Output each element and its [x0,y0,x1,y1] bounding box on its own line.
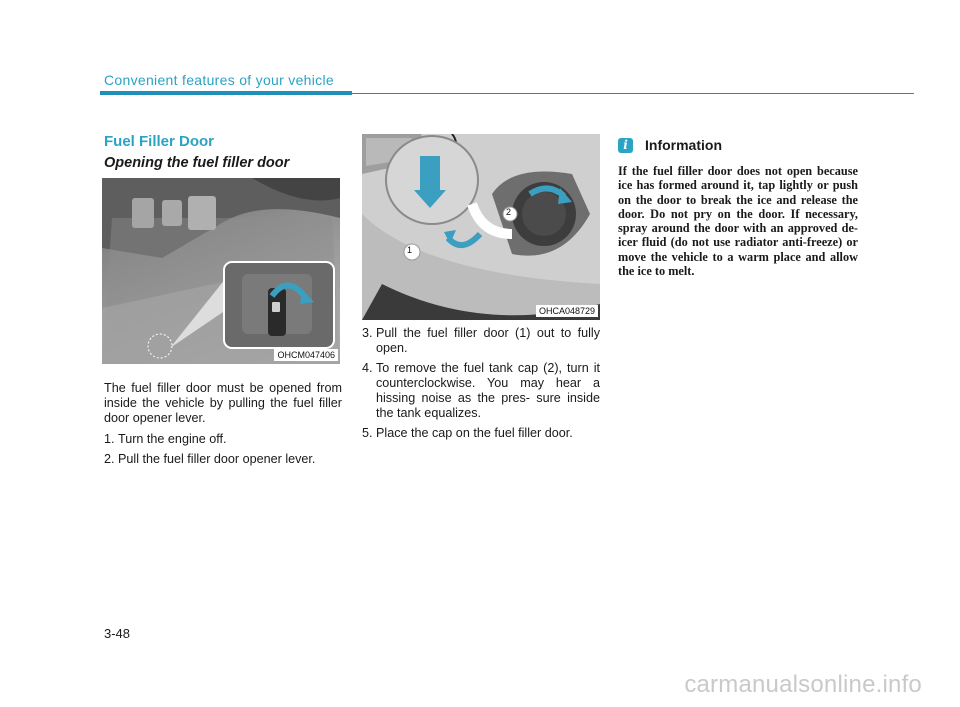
figure-code: OHCM047406 [274,349,338,361]
step-text: Pull the fuel filler door (1) out to fully open. [376,326,600,355]
step-number: 4. [362,361,373,375]
list-item [104,432,342,447]
figure-opener-lever [102,178,340,364]
callout-2: 2 [506,207,512,217]
step-text: Turn the engine off. [118,432,227,446]
step-number: 2. [104,452,115,466]
page-number: 3-48 [104,626,131,641]
list-item [104,452,342,467]
opener-lever-illustration [102,178,340,364]
information-header [618,137,722,153]
steps-list-2 [362,326,600,441]
list-item [362,326,600,356]
column-2-text [362,326,600,446]
callout-1: 1 [407,245,413,255]
step-number: 5. [362,426,373,440]
section-title: Fuel Filler Door [104,133,215,150]
information-text: If the fuel filler door does not open because ice has formed around it, tap lightly or push on the door to break the ice and release the door. Do not pry on the door. If necessary, spray around the door with an approved de-icer fluid (do not use radiator anti-freeze) or move the vehicle to a warm place and allow the ice to melt. [618,164,858,279]
step-text: To remove the fuel tank cap (2), turn it counterclockwise. You may hear a hissing noise as the pres- sure inside the tank equalizes. [376,361,600,420]
header-rule-thin [352,93,914,94]
information-title: Information [645,137,722,153]
info-icon: i [618,138,633,153]
column-1-text [104,381,342,472]
list-item [362,426,600,441]
step-text: Pull the fuel filler door opener lever. [118,452,316,466]
fuel-door-illustration [362,134,600,320]
watermark: carmanualsonline.info [684,671,922,698]
steps-list-1 [104,432,342,467]
subsection-title: Opening the fuel filler door [104,155,290,171]
header-rule-thick [100,91,352,95]
step-number: 1. [104,432,115,446]
step-number: 3. [362,326,373,340]
step-text: Place the cap on the fuel filler door. [376,426,573,440]
running-header: Convenient features of your vehicle [104,72,334,88]
figure-fuel-door [362,134,600,320]
figure-code: OHCA048729 [536,305,598,317]
intro-paragraph: The fuel filler door must be opened from inside the vehicle by pulling the fuel filler door opener lever. [104,381,342,425]
list-item [362,361,600,421]
